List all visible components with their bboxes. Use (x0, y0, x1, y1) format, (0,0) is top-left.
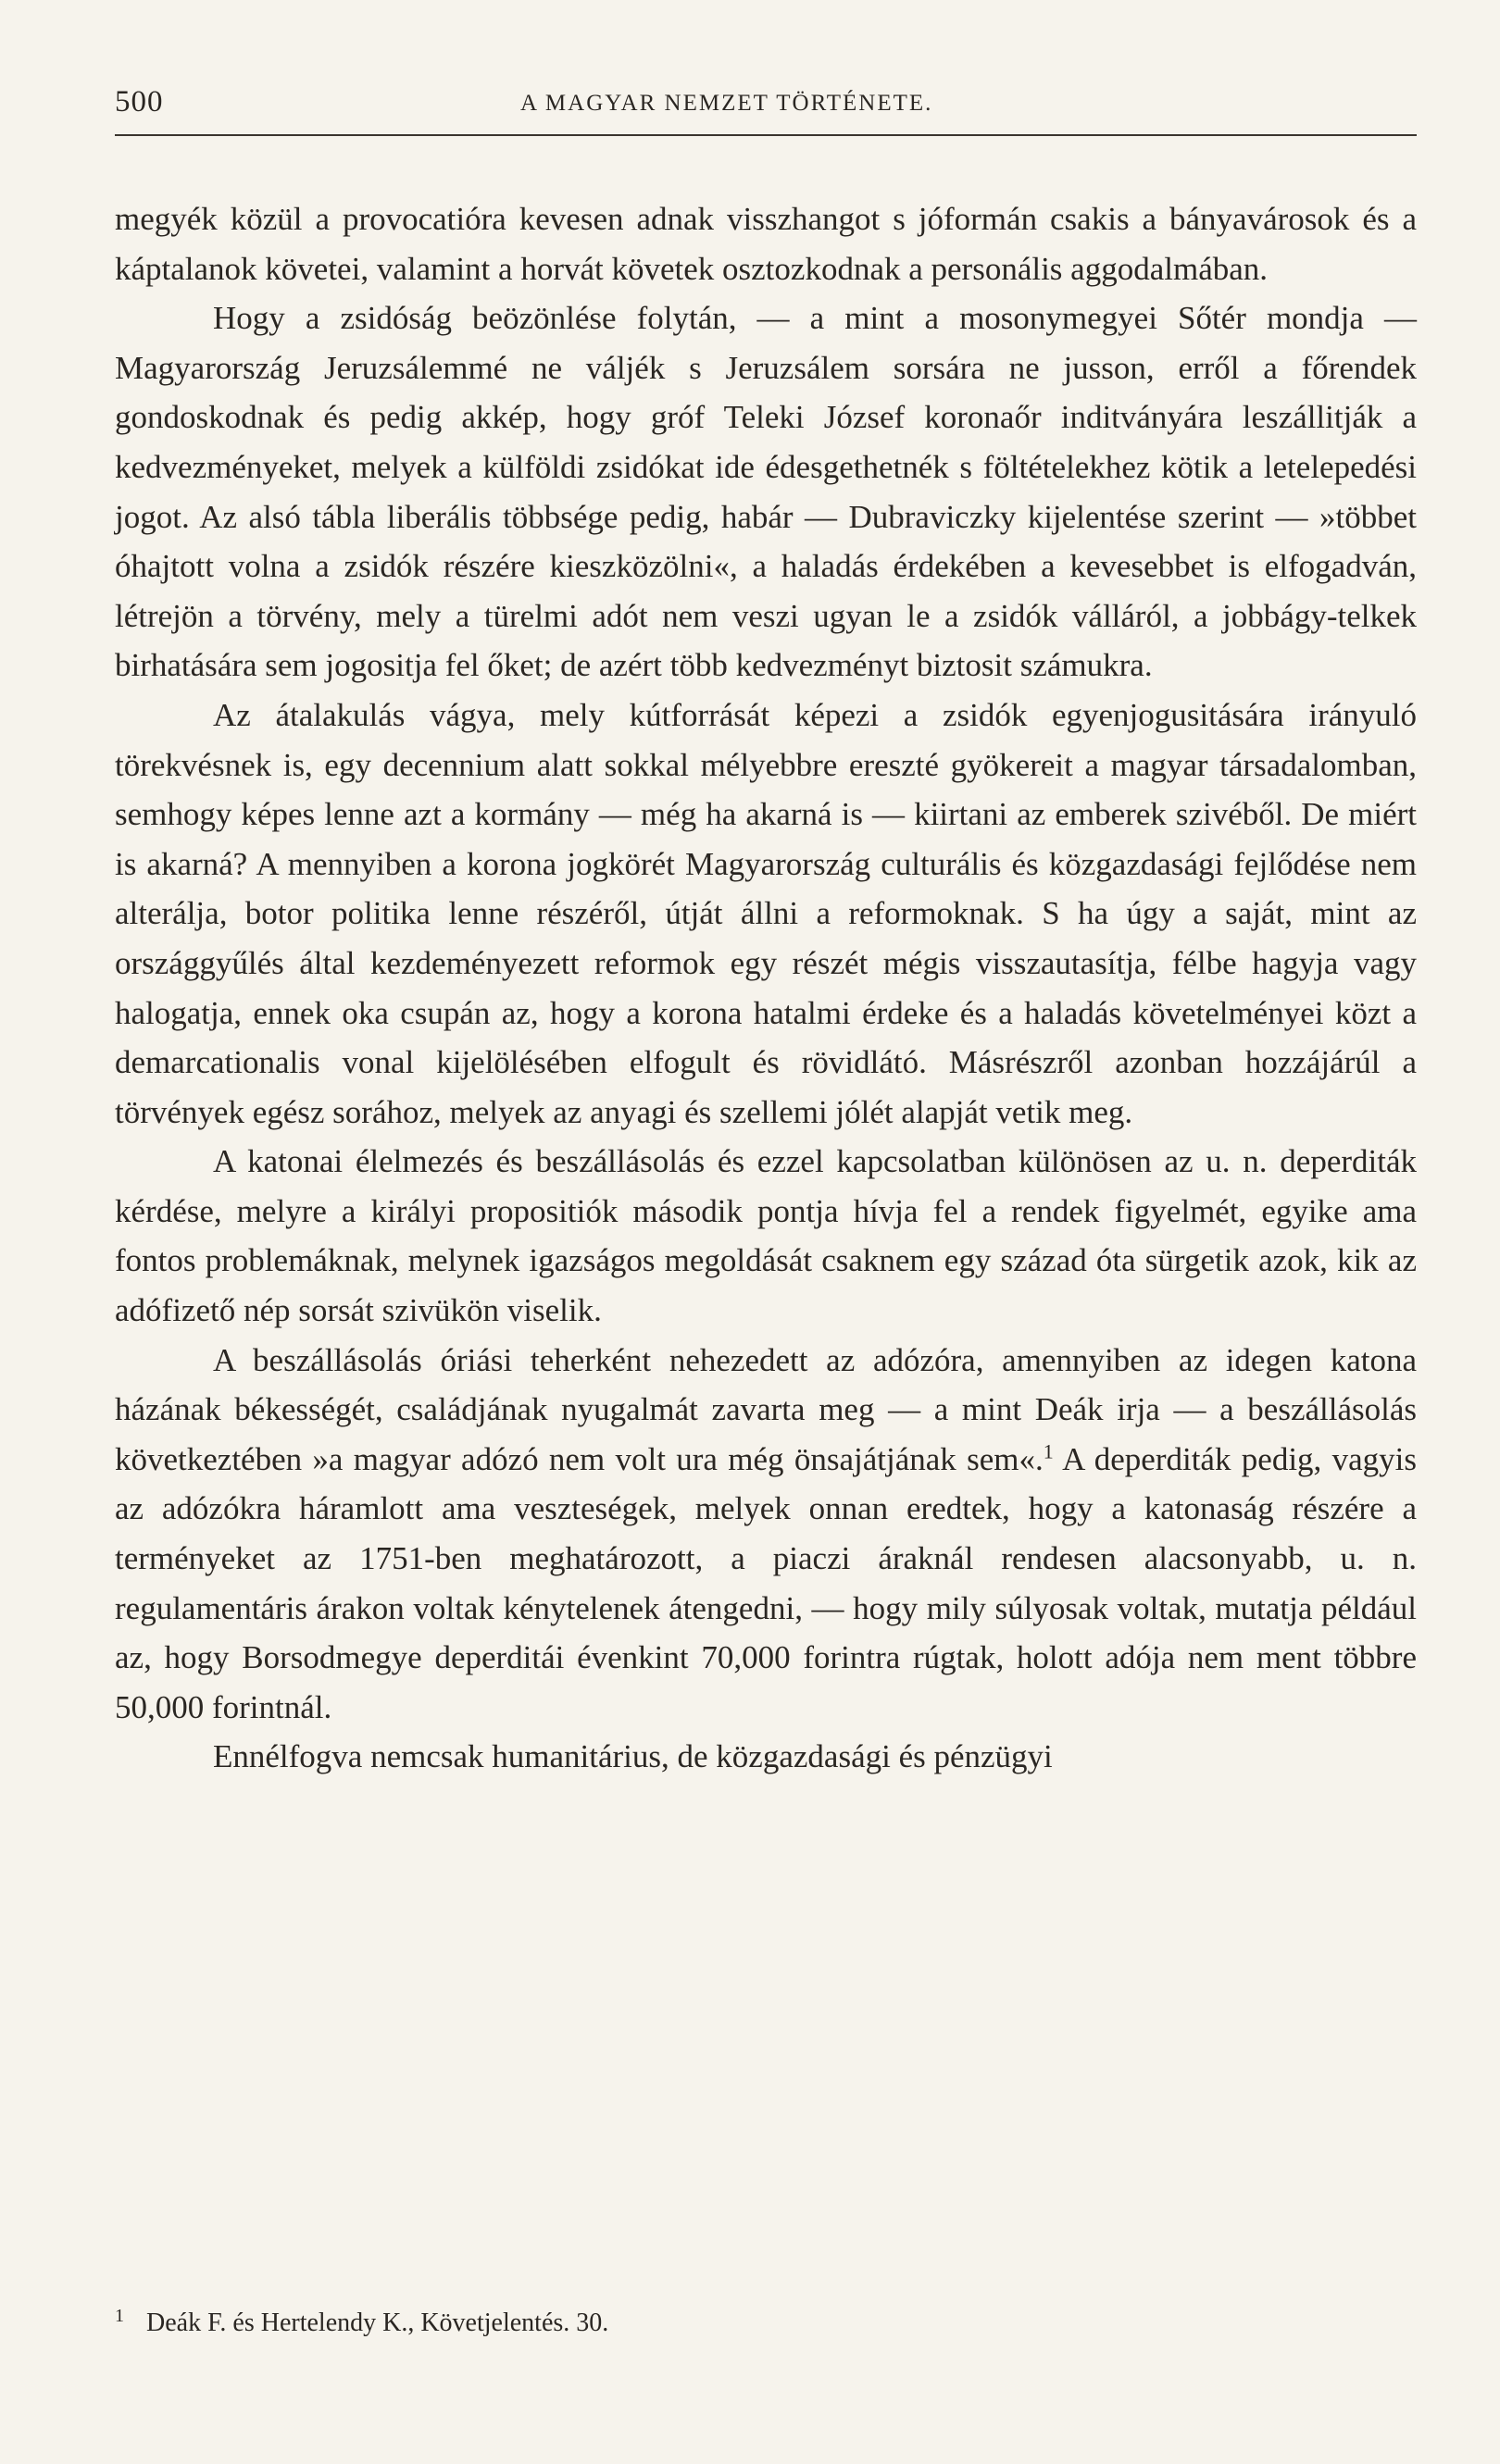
footnote-reference: 1 (1043, 1439, 1054, 1463)
paragraph-6: Ennélfogva nemcsak humanitárius, de közgazdasági és pénzügyi (213, 1738, 1053, 1775)
page-header (115, 85, 1417, 131)
running-title: A MAGYAR NEMZET TÖRTÉNETE. (520, 91, 933, 116)
footnote-text: Deák F. és Hertelendy K., Követjelentés. 30. (146, 2308, 609, 2337)
footnote: 1 Deák F. és Hertelendy K., Követjelentés. 30. (115, 2305, 609, 2337)
body-text (115, 194, 1417, 1782)
paragraph-1: megyék közül a provocatióra kevesen adnak visszhangot s jóformán csakis a bányavárosok és a káptalanok követei, valamint a horvát követek osztozkodnak a personális aggodalmában. (115, 201, 1417, 287)
paragraph-5-text-after: A deperditák pedig, vagyis az adózókra háramlott ama veszteségek, melyek onnan eredtek, hogy a katonaság részére a terményeket az 1751-ben meghatározott, a piaczi áraknál rendesen alacsonyabb, u. n. regulamentáris árakon voltak kénytelenek átengedni, — hogy mily súlyosak voltak, mutatja például az, hogy Borsodmegye deperditái évenkint 70,000 forintra rúgtak, holott adója nem ment többre 50,000 forintnál. (115, 1440, 1417, 1725)
header-rule (115, 134, 1417, 136)
paragraph-5-text: A beszállásolás óriási teherként nehezedett az adózóra, amennyiben az idegen katona házának békességét, családjának nyugalmát zavarta meg — a mint Deák irja — a beszállásolás következtében »a magyar adózó nem volt ura még önsajátjának sem«. (115, 1341, 1417, 1477)
paragraph-4: A katonai élelmezés és beszállásolás és ezzel kapcsolatban különösen az u. n. deperditák kérdése, melyre a királyi propositiók második pontja hívja fel a rendek figyelmét, egyike ama fontos problemáknak, melynek igazságos megoldását csaknem egy század óta sürgetik azok, kik az adófizető nép sorsát szivükön viselik. (115, 1143, 1417, 1329)
page-number: 500 (115, 85, 164, 118)
paragraph-2: Hogy a zsidóság beözönlése folytán, — a mint a mosonymegyei Sőtér mondja — Magyarország Jeruzsálemmé ne váljék s Jeruzsálem sorsára ne jusson, erről a főrendek gondoskodnak és pedig akkép, hogy gróf Teleki József koronaőr inditványára leszállitják a kedvezményeket, melyek a külföldi zsidókat ide édesgethetnék s föltételekhez kötik a letelepedési jogot. Az alsó tábla liberális többsége pedig, habár — Dubraviczky kijelentése szerint — »többet óhajtott volna a zsidók részére kieszközölni«, a haladás érdekében a kevesebbet is elfogadván, létrejön a törvény, mely a türelmi adót nem veszi ugyan le a zsidók válláról, a jobbágy-telkek birhatására sem jogositja fel őket; de azért több kedvezményt biztosit számukra. (115, 300, 1417, 684)
paragraph-5 (115, 1336, 1417, 1733)
paragraph-3: Az átalakulás vágya, mely kútforrását képezi a zsidók egyenjogusitására irányuló törekvésnek is, egy decennium alatt sokkal mélyebbre ereszté gyökereit a magyar társadalomban, semhogy képes lenne azt a kormány — még ha akarná is — kiirtani az emberek szivéből. De miért is akarná? A mennyiben a korona jogkörét Magyarország culturális és közgazdasági fejlődése nem alterálja, botor politika lenne részéről, útját állni a reformoknak. S ha úgy a saját, mint az országgyűlés által kezdeményezett reformok egy részét mégis visszautasítja, félbe hagyja vagy halogatja, ennek oka csupán az, hogy a korona hatalmi érdeke és a haladás követelményei közt a demarcationalis vonal kijelölésében elfogult és rövidlátó. Másrészről azonban hozzájárúl a törvények egész sorához, melyek az anyagi és szellemi jólét alapját vetik meg. (115, 696, 1417, 1130)
